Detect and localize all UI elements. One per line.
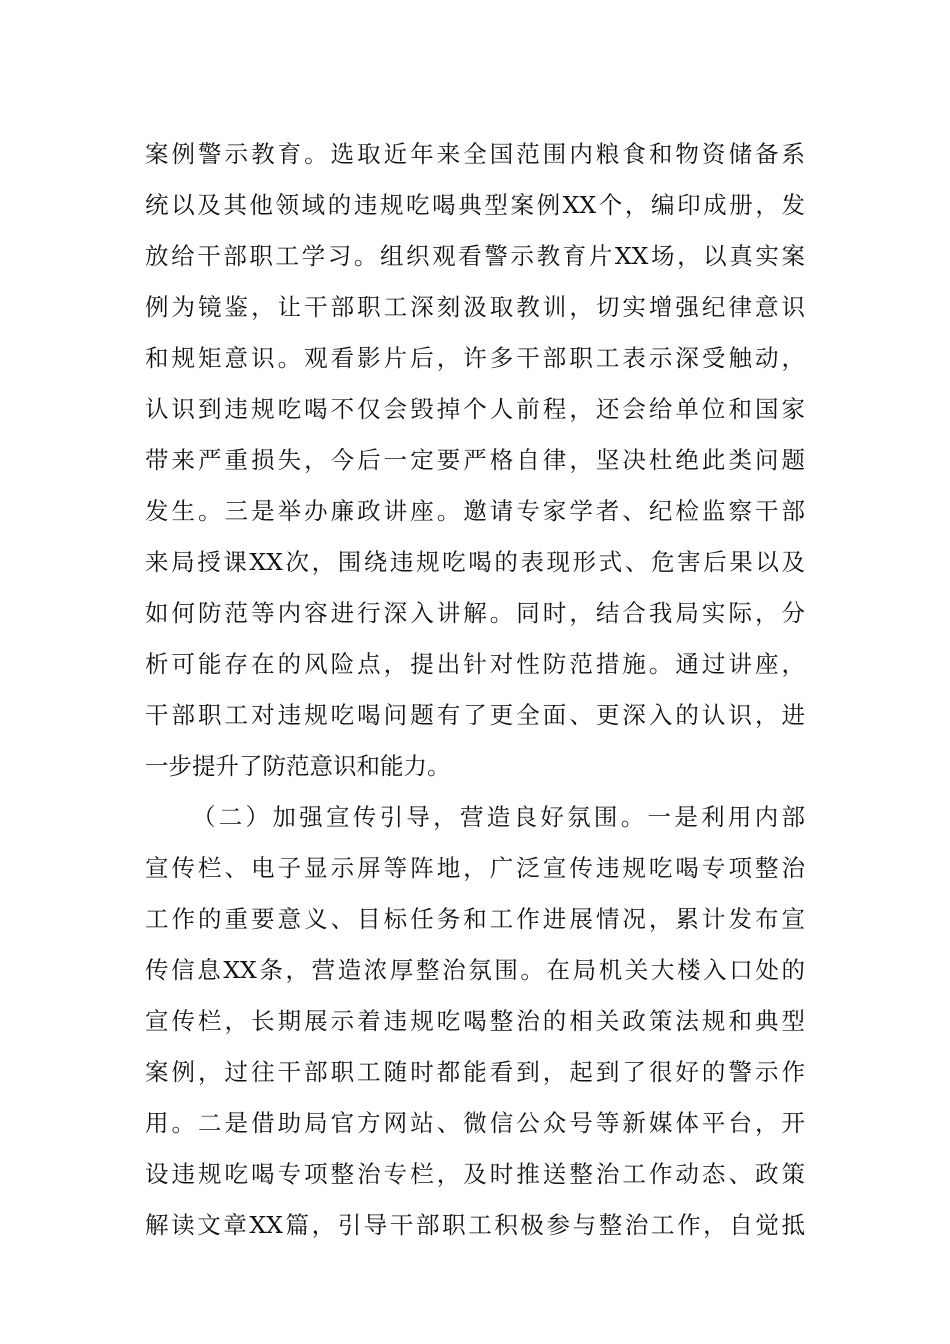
paragraph-end-line: 一步提升了防范意识和能力。 bbox=[145, 752, 451, 780]
text-line: 析可能存在的风险点，提出针对性防范措施。通过讲座， bbox=[145, 650, 805, 678]
text-line: 例为镜鉴，让干部职工深刻汲取教训，切实增强纪律意识 bbox=[145, 293, 805, 321]
text-line: 来局授课XX次，围绕违规吃喝的表现形式、危害后果以及 bbox=[145, 548, 805, 576]
text-line: 宣传栏、电子显示屏等阵地，广泛宣传违规吃喝专项整治 bbox=[145, 854, 805, 882]
text-line: 宣传栏，长期展示着违规吃喝整治的相关政策法规和典型 bbox=[145, 1007, 805, 1035]
text-line: 案例，过往干部职工随时都能看到，起到了很好的警示作 bbox=[145, 1058, 805, 1086]
text-line: 工作的重要意义、目标任务和工作进展情况，累计发布宣 bbox=[145, 905, 805, 933]
text-line: 设违规吃喝专项整治专栏，及时推送整治工作动态、政策 bbox=[145, 1160, 805, 1188]
section-heading-line: （二）加强宣传引导，营造良好氛围。一是利用内部 bbox=[192, 803, 805, 831]
text-line: 案例警示教育。选取近年来全国范围内粮食和物资储备系 bbox=[145, 140, 805, 168]
text-line: 传信息XX条，营造浓厚整治氛围。在局机关大楼入口处的 bbox=[145, 956, 805, 984]
text-line: 带来严重损失，今后一定要严格自律，坚决杜绝此类问题 bbox=[145, 446, 805, 474]
text-line: 统以及其他领域的违规吃喝典型案例XX个，编印成册，发 bbox=[145, 191, 805, 219]
text-line: 和规矩意识。观看影片后，许多干部职工表示深受触动， bbox=[145, 344, 805, 372]
text-line: 如何防范等内容进行深入讲解。同时，结合我局实际，分 bbox=[145, 599, 805, 627]
text-line: 用。二是借助局官方网站、微信公众号等新媒体平台，开 bbox=[145, 1109, 805, 1137]
text-line: 干部职工对违规吃喝问题有了更全面、更深入的认识，进 bbox=[145, 701, 805, 729]
text-line: 发生。三是举办廉政讲座。邀请专家学者、纪检监察干部 bbox=[145, 497, 805, 525]
text-line: 解读文章XX篇，引导干部职工积极参与整治工作，自觉抵 bbox=[145, 1211, 805, 1239]
text-line: 放给干部职工学习。组织观看警示教育片XX场，以真实案 bbox=[145, 242, 805, 270]
text-line: 认识到违规吃喝不仅会毁掉个人前程，还会给单位和国家 bbox=[145, 395, 805, 423]
body-text bbox=[145, 129, 805, 1251]
